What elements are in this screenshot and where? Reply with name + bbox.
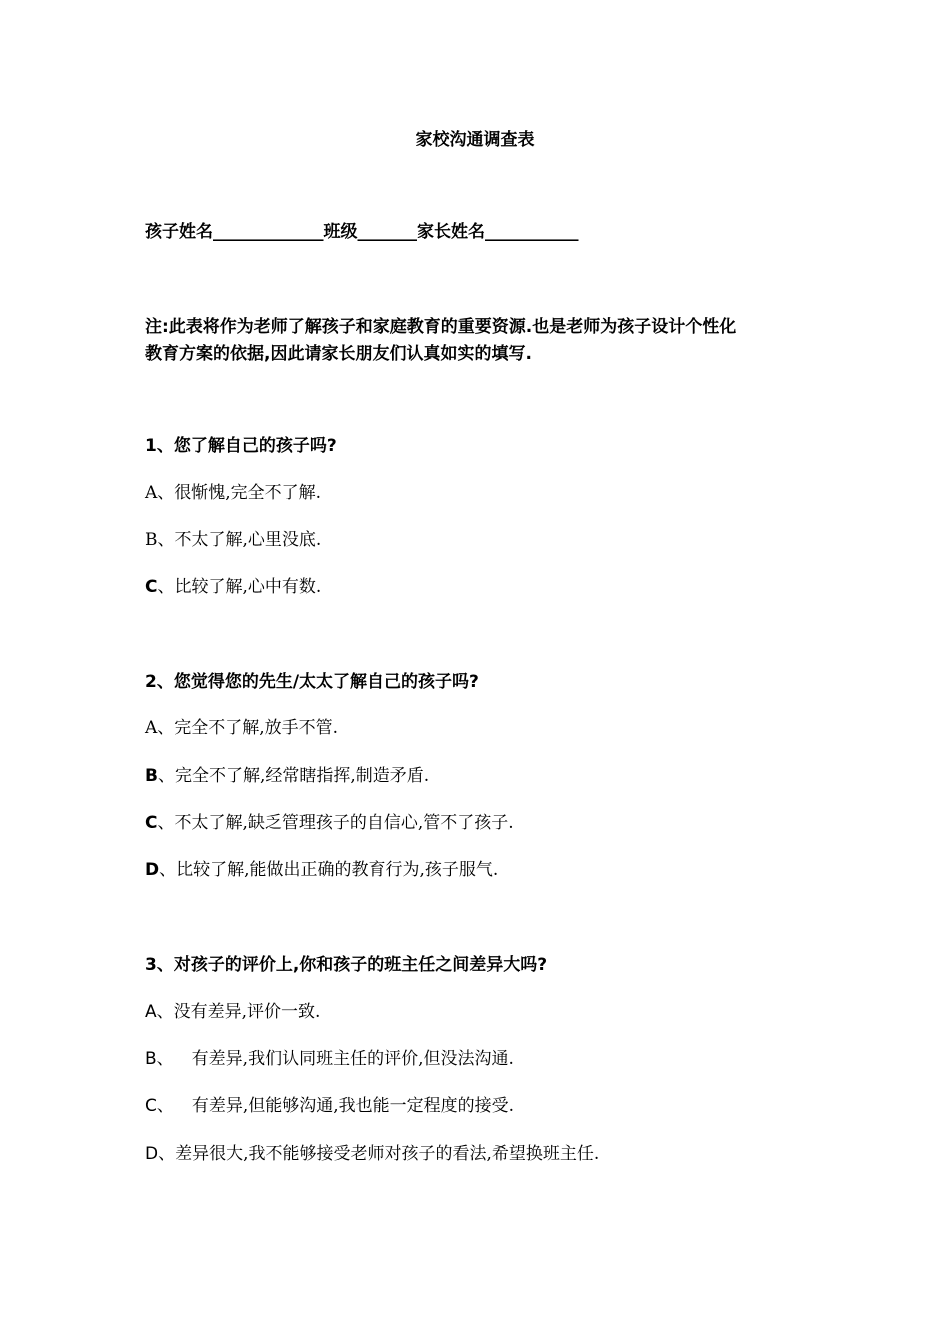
option-sep: 、 <box>157 718 175 738</box>
option-letter: D <box>145 860 160 880</box>
note-line-2: 教育方案的依据,因此请家长朋友们认真如实的填写. <box>145 344 532 364</box>
info-line: 孩子姓名_____________班级_______家长姓名___________ <box>145 222 579 242</box>
option-sep: 、 <box>157 483 175 503</box>
option-text: 有差异,我们认同班主任的评价,但没法沟通. <box>191 1049 514 1069</box>
option-letter: D <box>145 1144 159 1164</box>
option-letter: A <box>145 483 158 503</box>
question-2: 2、您觉得您的先生/太太了解自己的孩子吗? <box>145 672 479 692</box>
option-text: 不太了解,心里没底. <box>174 530 322 550</box>
option-sep: 、 <box>158 1144 176 1164</box>
option-letter: B <box>145 530 158 550</box>
option-sep: 、 <box>157 530 175 550</box>
question-1-option-b <box>145 528 321 552</box>
option-letter: C <box>145 813 158 833</box>
question-3-option-d <box>145 1142 599 1166</box>
option-text: 没有差异,评价一致. <box>173 1002 321 1022</box>
option-text: 比较了解,能做出正确的教育行为,孩子服气. <box>176 860 499 880</box>
option-letter: A <box>145 718 158 738</box>
option-sep: 、 <box>159 860 177 880</box>
option-sep: 、 <box>157 813 175 833</box>
note-line-1: 注:此表将作为老师了解孩子和家庭教育的重要资源.也是老师为孩子设计个性化 <box>145 317 737 337</box>
option-text: 差异很大,我不能够接受老师对孩子的看法,希望换班主任. <box>175 1144 600 1164</box>
option-text: 完全不了解,放手不管. <box>174 718 339 738</box>
question-2-option-b <box>145 764 429 788</box>
page-title: 家校沟通调查表 <box>415 130 535 150</box>
question-3-option-b <box>145 1047 514 1071</box>
option-text: 有差异,但能够沟通,我也能一定程度的接受. <box>191 1096 515 1116</box>
question-2-option-c <box>145 811 514 835</box>
question-3-option-a <box>145 1000 320 1024</box>
question-1-option-c <box>145 575 321 599</box>
option-letter: A <box>145 1002 157 1022</box>
option-sep: 、 <box>156 1002 174 1022</box>
option-text: 完全不了解,经常瞎指挥,制造矛盾. <box>174 766 430 786</box>
question-2-option-a <box>145 716 338 740</box>
option-text: 很惭愧,完全不了解. <box>174 483 322 503</box>
question-3-option-c <box>145 1094 514 1118</box>
question-3: 3、对孩子的评价上,你和孩子的班主任之间差异大吗? <box>145 955 548 975</box>
option-sep: 、 <box>157 577 175 597</box>
option-letter: C <box>145 577 158 597</box>
option-letter: B <box>145 766 158 786</box>
option-sep: 、 <box>156 1096 174 1116</box>
question-1-option-a <box>145 481 321 505</box>
question-1: 1、您了解自己的孩子吗? <box>145 436 337 456</box>
option-text: 不太了解,缺乏管理孩子的自信心,管不了孩子. <box>174 813 514 833</box>
option-sep: 、 <box>157 766 175 786</box>
option-letter: C <box>145 1096 157 1116</box>
option-letter: B <box>145 1049 157 1069</box>
question-2-option-d <box>145 858 498 882</box>
option-sep: 、 <box>156 1049 174 1069</box>
option-text: 比较了解,心中有数. <box>174 577 322 597</box>
